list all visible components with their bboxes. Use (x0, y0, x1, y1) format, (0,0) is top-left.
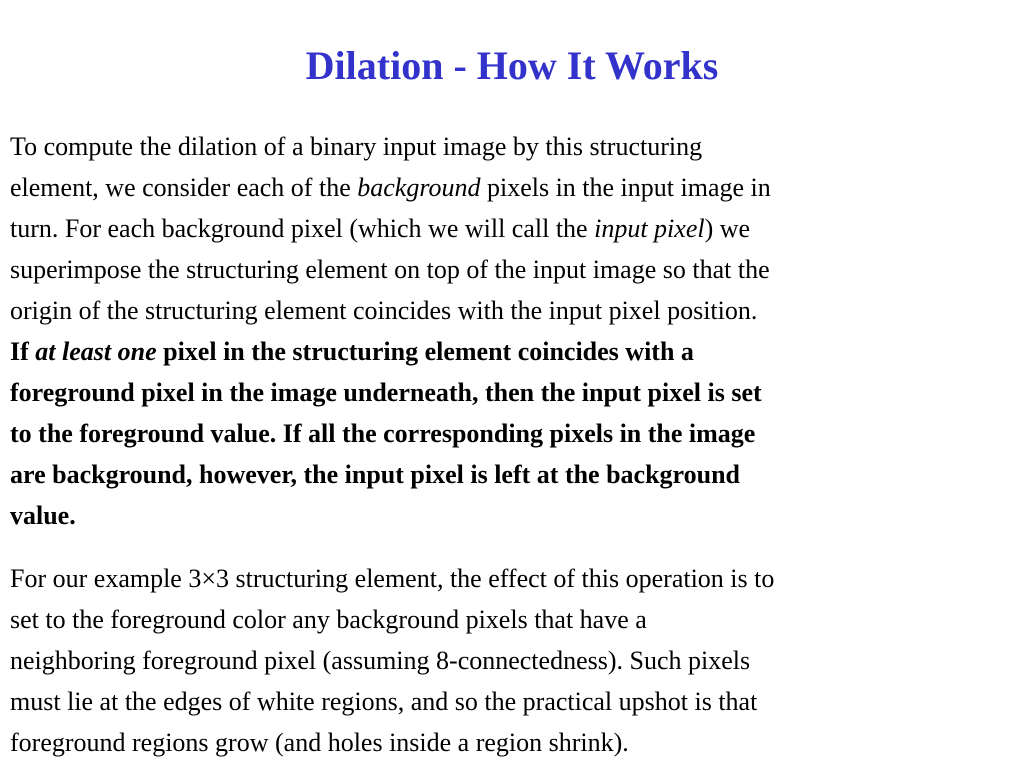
paragraph-example-effect (10, 558, 1020, 763)
text-line: set to the foreground color any background pixels that have a (10, 605, 647, 634)
bold-text-line: to the foreground value. If all the corresponding pixels in the image (10, 419, 756, 448)
text-line: must lie at the edges of white regions, and so the practical upshot is that (10, 687, 758, 716)
bold-text-line: value. (10, 501, 76, 530)
text-line: origin of the structuring element coincides with the input pixel position. (10, 296, 758, 325)
emphasis-background: background (357, 173, 481, 202)
text-line: superimpose the structuring element on top of the input image so that the (10, 255, 770, 284)
text-run: pixels in the input image in (480, 173, 771, 202)
bold-text-line: foreground pixel in the image underneath, then the input pixel is set (10, 378, 762, 407)
text-line: foreground regions grow (and holes inside a region shrink). (10, 728, 629, 757)
text-run: ) we (704, 214, 751, 243)
text-run: element, we consider each of the (10, 173, 358, 202)
text-run: If (10, 337, 36, 366)
emphasis-at-least-one: at least one (35, 337, 157, 366)
text-line (10, 167, 1020, 208)
text-line: For our example 3×3 structuring element, the effect of this operation is to (10, 564, 775, 593)
text-run: pixel in the structuring element coincides with a (156, 337, 694, 366)
text-line: neighboring foreground pixel (assuming 8-connectedness). Such pixels (10, 646, 751, 675)
text-run: turn. For each background pixel (which we will call the (10, 214, 595, 243)
text-line: To compute the dilation of a binary input image by this structuring (10, 132, 703, 161)
slide-title: Dilation - How It Works (305, 43, 719, 88)
bold-text-line: are background, however, the input pixel is left at the background (10, 460, 741, 489)
bold-text-line (10, 331, 1020, 372)
paragraph-dilation-procedure (10, 126, 1020, 536)
text-line (10, 208, 1020, 249)
emphasis-input-pixel: input pixel (594, 214, 705, 243)
